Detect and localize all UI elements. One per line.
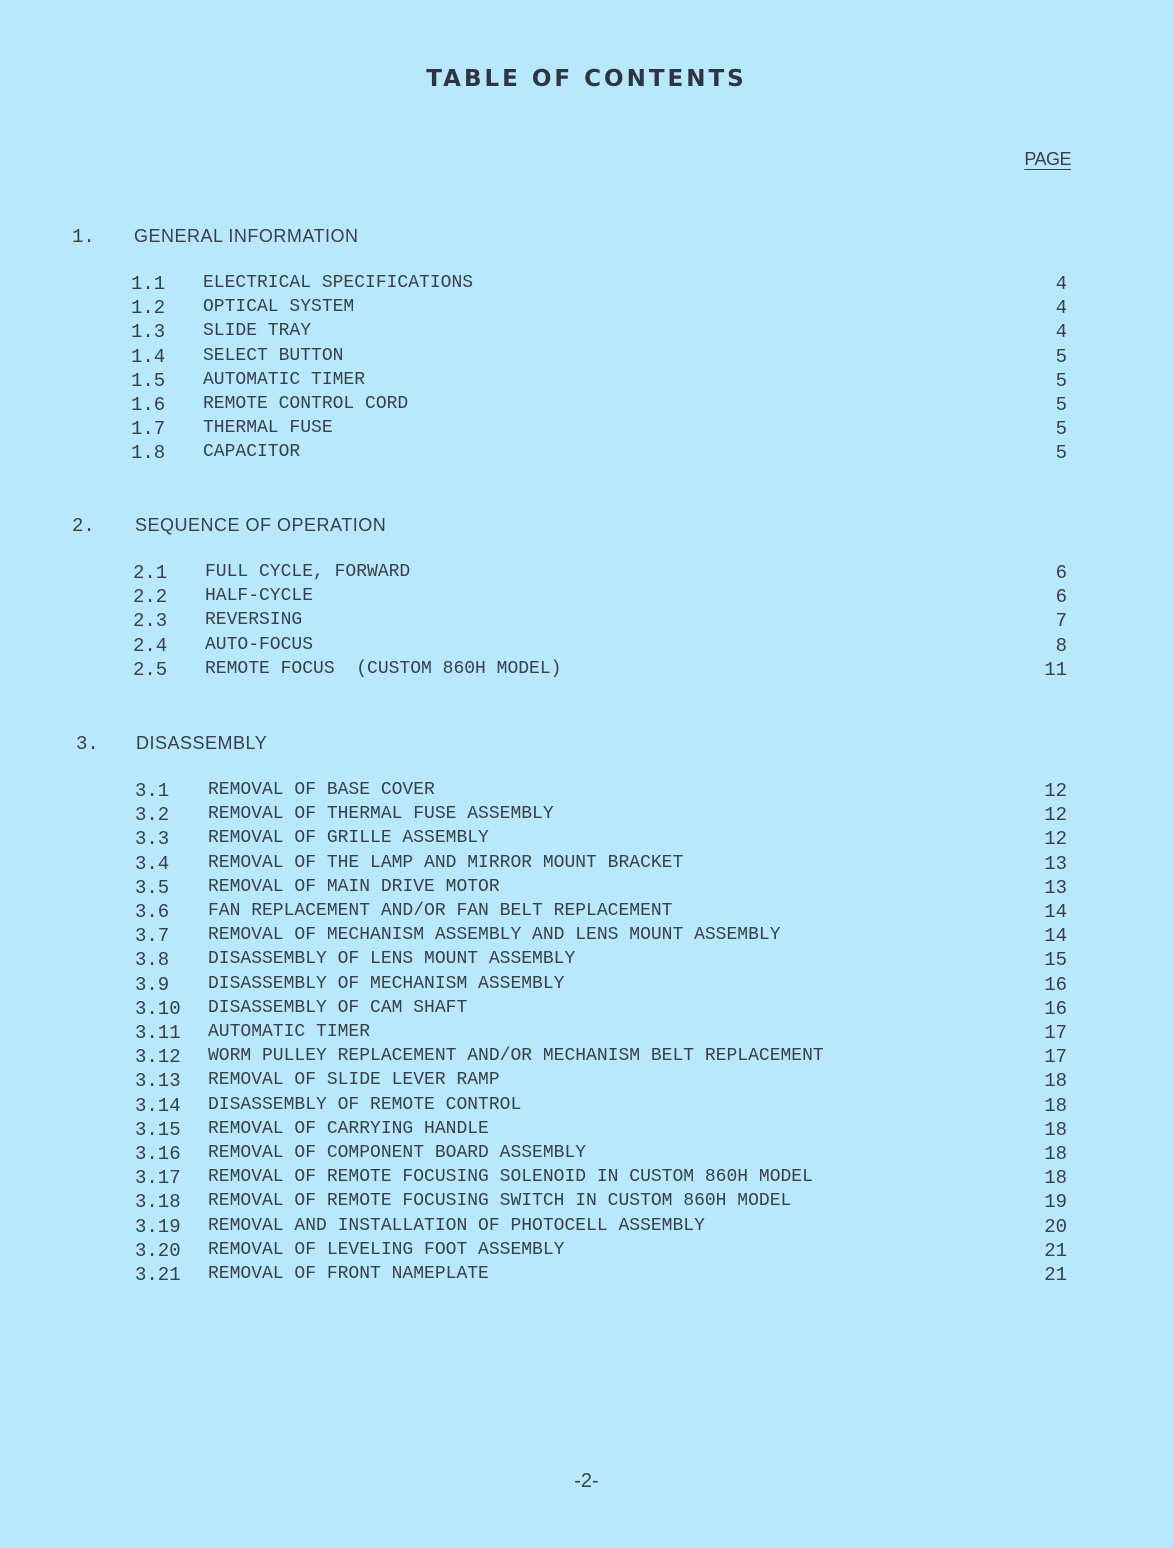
- entry-label: REMOVAL OF THE LAMP AND MIRROR MOUNT BRACKET: [208, 852, 684, 873]
- entry-label: FULL CYCLE, FORWARD: [205, 562, 411, 582]
- entry-page: 18: [1044, 1167, 1067, 1190]
- toc-entry: [0, 1191, 1173, 1215]
- entry-number: 3.4: [135, 852, 170, 875]
- entry-label: REMOVAL OF BASE COVER: [208, 780, 435, 800]
- entry-label: REMOVAL OF FRONT NAMEPLATE: [208, 1264, 489, 1284]
- entry-number: 1.1: [131, 273, 166, 295]
- entry-number: 3.3: [135, 828, 170, 851]
- toc-entry: [0, 877, 1173, 901]
- toc-entry: [0, 780, 1173, 804]
- toc-entry: [0, 586, 1173, 610]
- section-title: DISASSEMBLY: [136, 733, 268, 753]
- entry-number: 1.6: [131, 394, 166, 416]
- entry-number: 3.16: [135, 1143, 181, 1165]
- entry-label: OPTICAL SYSTEM: [203, 297, 355, 318]
- entry-page: 17: [1044, 1022, 1067, 1044]
- entry-number: 2.2: [133, 586, 168, 609]
- entry-page: 7: [1055, 610, 1067, 633]
- entry-number: 3.12: [135, 1046, 181, 1069]
- entry-label: REVERSING: [205, 610, 303, 631]
- entry-label: REMOVAL OF GRILLE ASSEMBLY: [208, 828, 489, 849]
- entry-page: 20: [1044, 1215, 1067, 1238]
- entry-page: 4: [1055, 297, 1067, 320]
- page-title: TABLE OF CONTENTS: [426, 66, 747, 92]
- toc-entry: [0, 1119, 1173, 1143]
- toc-entry: [0, 321, 1173, 345]
- entry-page: 8: [1055, 634, 1067, 657]
- toc-entry: [0, 998, 1173, 1022]
- entry-page: 6: [1055, 586, 1067, 609]
- entry-label: THERMAL FUSE: [203, 418, 333, 439]
- toc-entry: [0, 1022, 1173, 1046]
- entry-label: SELECT BUTTON: [203, 345, 344, 366]
- entry-page: 14: [1044, 925, 1067, 948]
- entry-label: REMOVAL OF LEVELING FOOT ASSEMBLY: [208, 1239, 565, 1260]
- entry-label: SLIDE TRAY: [203, 321, 312, 342]
- entry-number: 3.11: [135, 1022, 181, 1044]
- entry-label: ELECTRICAL SPECIFICATIONS: [203, 273, 474, 293]
- entry-number: 3.5: [135, 876, 170, 899]
- toc-entry: [0, 659, 1173, 683]
- toc-entry: [0, 346, 1173, 370]
- entry-label: DISASSEMBLY OF LENS MOUNT ASSEMBLY: [208, 949, 576, 970]
- entry-page: 14: [1044, 901, 1067, 923]
- entry-page: 21: [1044, 1264, 1067, 1286]
- section-title: SEQUENCE OF OPERATION: [135, 515, 387, 535]
- entry-page: 18: [1044, 1094, 1067, 1117]
- entry-number: 3.7: [135, 925, 170, 948]
- entry-label: FAN REPLACEMENT AND/OR FAN BELT REPLACEMENT: [208, 901, 673, 921]
- toc-entry: [0, 273, 1173, 297]
- toc-entry: [0, 297, 1173, 321]
- section-number: 2.: [72, 515, 95, 537]
- entry-page: 16: [1044, 997, 1067, 1020]
- entry-number: 3.8: [135, 949, 170, 972]
- section-number: 1.: [72, 226, 95, 248]
- entry-number: 3.6: [135, 901, 170, 923]
- entry-number: 1.7: [131, 418, 166, 441]
- entry-label: REMOVAL AND INSTALLATION OF PHOTOCELL ASSEMBLY: [208, 1215, 705, 1236]
- entry-number: 3.19: [135, 1215, 181, 1238]
- entry-label: REMOVAL OF COMPONENT BOARD ASSEMBLY: [208, 1143, 587, 1163]
- entry-label: REMOVAL OF MAIN DRIVE MOTOR: [208, 876, 500, 897]
- toc-entry: [0, 1216, 1173, 1240]
- entry-page: 5: [1055, 369, 1067, 392]
- entry-number: 2.4: [133, 634, 168, 657]
- entry-number: 3.14: [135, 1094, 181, 1117]
- entry-number: 3.17: [135, 1167, 181, 1190]
- entry-label: REMOVAL OF CARRYING HANDLE: [208, 1118, 489, 1139]
- entry-number: 1.2: [131, 297, 166, 320]
- toc-entry: [0, 974, 1173, 998]
- entry-page: 6: [1055, 562, 1067, 584]
- entry-page: 5: [1055, 418, 1067, 441]
- toc-entry: [0, 635, 1173, 659]
- entry-page: 18: [1044, 1143, 1067, 1165]
- entry-label: AUTOMATIC TIMER: [203, 369, 366, 390]
- entry-number: 3.18: [135, 1191, 181, 1214]
- section-title: GENERAL INFORMATION: [134, 226, 359, 246]
- toc-entry: [0, 1143, 1173, 1167]
- entry-page: 17: [1044, 1046, 1067, 1069]
- entry-page: 5: [1055, 394, 1067, 416]
- entry-number: 2.3: [133, 610, 168, 633]
- entry-label: DISASSEMBLY OF MECHANISM ASSEMBLY: [208, 973, 565, 994]
- entry-number: 3.13: [135, 1070, 181, 1093]
- entry-number: 2.1: [133, 562, 168, 584]
- section-number: 3.: [76, 733, 99, 755]
- entry-label: AUTOMATIC TIMER: [208, 1022, 371, 1042]
- toc-entry: [0, 1167, 1173, 1191]
- entry-page: 12: [1044, 780, 1067, 802]
- page-number-footer: -2-: [574, 1470, 599, 1492]
- entry-number: 3.15: [135, 1118, 181, 1141]
- toc-entry: [0, 610, 1173, 634]
- toc-entry: [0, 1240, 1173, 1264]
- toc-entry: [0, 1046, 1173, 1070]
- entry-label: REMOTE CONTROL CORD: [203, 394, 409, 414]
- entry-number: 1.5: [131, 369, 166, 392]
- toc-entry: [0, 394, 1173, 418]
- entry-number: 2.5: [133, 658, 168, 681]
- entry-page: 12: [1044, 828, 1067, 851]
- entry-page: 4: [1055, 321, 1067, 344]
- entry-number: 3.20: [135, 1239, 181, 1262]
- entry-label: HALF-CYCLE: [205, 586, 314, 607]
- entry-page: 11: [1044, 658, 1067, 681]
- entry-number: 1.8: [131, 442, 166, 465]
- entry-page: 18: [1044, 1118, 1067, 1141]
- entry-number: 3.10: [135, 997, 181, 1020]
- toc-entry: [0, 804, 1173, 828]
- toc-entry: [0, 925, 1173, 949]
- entry-number: 3.21: [135, 1264, 181, 1286]
- toc-entry: [0, 1264, 1173, 1288]
- entry-label: REMOVAL OF SLIDE LEVER RAMP: [208, 1070, 500, 1091]
- toc-entry: [0, 562, 1173, 586]
- entry-number: 1.4: [131, 345, 166, 368]
- toc-entry: [0, 1070, 1173, 1094]
- entry-page: 13: [1044, 852, 1067, 875]
- entry-label: REMOVAL OF THERMAL FUSE ASSEMBLY: [208, 804, 554, 825]
- entry-label: REMOVAL OF REMOTE FOCUSING SWITCH IN CUSTOM 860H MODEL: [208, 1191, 792, 1212]
- toc-entry: [0, 949, 1173, 973]
- entry-page: 5: [1055, 345, 1067, 368]
- toc-entry: [0, 442, 1173, 466]
- entry-label: DISASSEMBLY OF CAM SHAFT: [208, 997, 468, 1018]
- entry-number: 3.9: [135, 973, 170, 996]
- entry-label: REMOTE FOCUS (CUSTOM 860H MODEL): [205, 658, 562, 679]
- entry-page: 12: [1044, 804, 1067, 827]
- entry-label: REMOVAL OF MECHANISM ASSEMBLY AND LENS MOUNT ASSEMBLY: [208, 925, 781, 946]
- toc-entry: [0, 418, 1173, 442]
- entry-label: REMOVAL OF REMOTE FOCUSING SOLENOID IN CUSTOM 860H MODEL: [208, 1167, 813, 1188]
- entry-number: 3.1: [135, 780, 170, 802]
- entry-page: 18: [1044, 1070, 1067, 1093]
- entry-page: 15: [1044, 949, 1067, 972]
- entry-label: DISASSEMBLY OF REMOTE CONTROL: [208, 1094, 522, 1115]
- entry-label: CAPACITOR: [203, 442, 301, 463]
- entry-number: 1.3: [131, 321, 166, 344]
- entry-page: 4: [1055, 273, 1067, 295]
- entry-page: 19: [1044, 1191, 1067, 1214]
- toc-entry: [0, 828, 1173, 852]
- entry-page: 5: [1055, 442, 1067, 465]
- entry-page: 21: [1044, 1239, 1067, 1262]
- toc-entry: [0, 1095, 1173, 1119]
- entry-number: 3.2: [135, 804, 170, 827]
- toc-entry: [0, 370, 1173, 394]
- entry-label: AUTO-FOCUS: [205, 634, 314, 655]
- toc-entry: [0, 901, 1173, 925]
- entry-page: 16: [1044, 973, 1067, 996]
- entry-page: 13: [1044, 876, 1067, 899]
- page-column-header: PAGE: [1024, 149, 1071, 169]
- toc-entry: [0, 853, 1173, 877]
- entry-label: WORM PULLEY REPLACEMENT AND/OR MECHANISM BELT REPLACEMENT: [208, 1046, 824, 1067]
